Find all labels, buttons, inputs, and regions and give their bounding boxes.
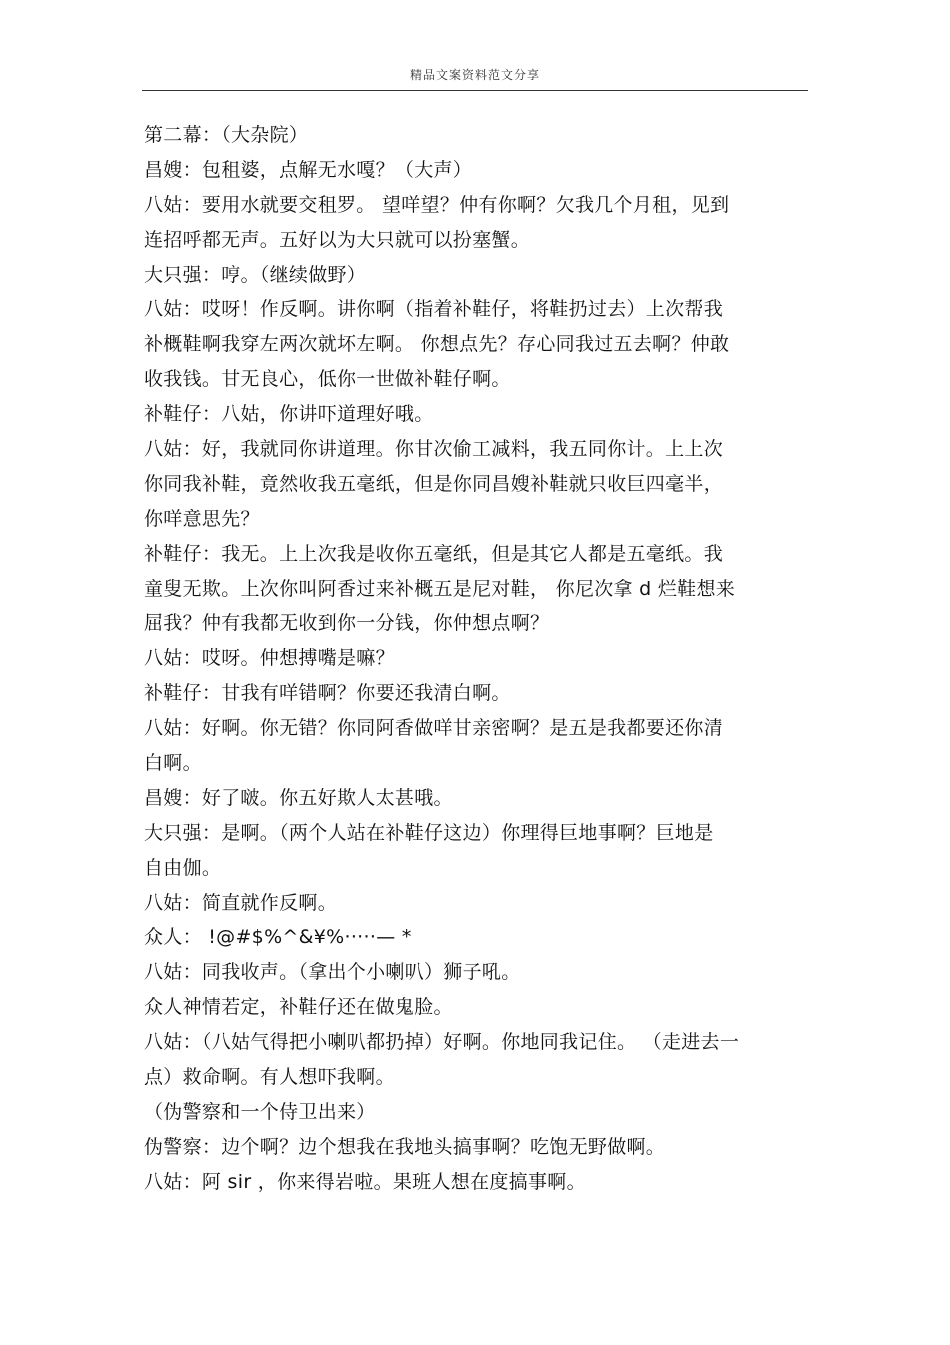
script-line: 自由伽。 xyxy=(144,856,222,879)
script-line: 大只强：是啊。（两个人站在补鞋仔这边）你理得巨地事啊？巨地是 xyxy=(144,821,714,844)
script-line: 众人神情若定，补鞋仔还在做鬼脸。 xyxy=(144,996,453,1019)
script-line: 童叟无欺。上次你叫阿香过来补概五是尼对鞋， 你尼次拿 d 烂鞋想来 xyxy=(144,577,736,600)
script-line: 八姑：好啊。你无错？你同阿香做咩甘亲密啊？是五是我都要还你清 xyxy=(144,717,724,740)
script-line: 昌嫂：好了啵。你五好欺人太甚哦。 xyxy=(144,786,453,809)
script-line: 补鞋仔：我无。上上次我是收你五毫纸，但是其它人都是五毫纸。我 xyxy=(144,542,724,565)
script-line: 连招呼都无声。五好以为大只就可以扮塞蟹。 xyxy=(144,228,531,251)
page-header-title: 精品文案资料范文分享 xyxy=(409,68,540,82)
script-line: 伪警察：边个啊？边个想我在我地头搞事啊？吃饱无野做啊。 xyxy=(144,1135,666,1158)
script-line: 第二幕：（大杂院） xyxy=(144,124,309,146)
script-line: 收我钱。甘无良心，低你一世做补鞋仔啊。 xyxy=(144,368,511,391)
script-line: 补鞋仔：甘我有咩错啊？你要还我清白啊。 xyxy=(144,682,511,705)
script-line: 你咩意思先？ xyxy=(144,507,260,530)
script-line: 白啊。 xyxy=(144,752,202,775)
script-line: 八姑：好，我就同你讲道理。你甘次偷工减料，我五同你计。上上次 xyxy=(144,438,724,461)
script-line: （伪警察和一个侍卫出来） xyxy=(144,1100,376,1123)
script-line: 大只强：哼。（继续做野） xyxy=(144,263,367,286)
header-divider xyxy=(142,90,808,91)
script-line: 你同我补鞋，竟然收我五毫纸，但是你同昌嫂补鞋就只收巨四毫半， xyxy=(144,472,724,495)
script-line: 补概鞋啊我穿左两次就坏左啊。 你想点先？存心同我过五去啊？仲敢 xyxy=(144,333,730,356)
script-line: 昌嫂：包租婆，点解无水嘎？（大声） xyxy=(144,158,473,181)
script-line: 八姑：（八姑气得把小喇叭都扔掉）好啊。你地同我记住。 （走进去一 xyxy=(144,1031,740,1054)
script-line: 补鞋仔：八姑，你讲吓道理好哦。 xyxy=(144,403,434,426)
script-line: 点）救命啊。有人想吓我啊。 xyxy=(144,1066,395,1089)
script-line: 屈我？仲有我都无收到你一分钱，你仲想点啊？ xyxy=(144,612,550,635)
script-line: 八姑：哎呀！作反啊。讲你啊（指着补鞋仔，将鞋扔过去）上次帮我 xyxy=(144,298,724,321)
script-line: 八姑：简直就作反啊。 xyxy=(144,891,338,914)
script-line: 八姑：哎呀。仲想搏嘴是嘛？ xyxy=(144,647,395,670)
script-line: 八姑：阿 sir ，你来得岩啦。果班人想在度搞事啊。 xyxy=(144,1170,586,1193)
script-line: 八姑：同我收声。（拿出个小喇叭）狮子吼。 xyxy=(144,961,521,984)
script-body xyxy=(144,118,812,1200)
script-line: 众人： !@#$%^&¥%·····— * xyxy=(144,926,412,949)
script-line: 八姑：要用水就要交租罗。 望咩望？仲有你啊？欠我几个月租，见到 xyxy=(144,193,730,216)
